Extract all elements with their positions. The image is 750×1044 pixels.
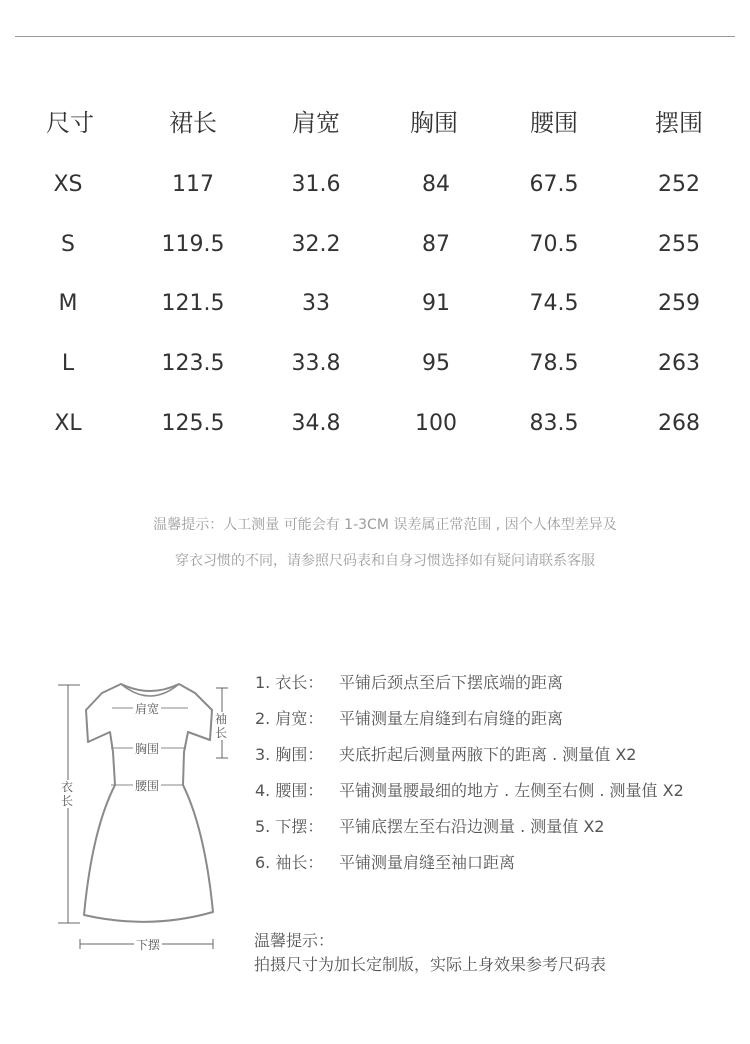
cell-shoulder: 32.2 xyxy=(291,232,341,257)
measurement-item xyxy=(255,816,605,838)
cell-length: 117 xyxy=(172,172,214,197)
cell-waist: 78.5 xyxy=(529,351,579,376)
measurement-desc: 平铺测量肩缝至袖口距离 xyxy=(339,853,516,872)
header-size: 尺寸 xyxy=(46,109,94,137)
measurement-number: 2. 肩宽： xyxy=(255,709,324,728)
table-row xyxy=(0,404,750,444)
tip-line-1: 温馨提示：人工测量 可能会有 1-3CM 误差属正常范围 , 因个人体型差异及 xyxy=(153,517,617,533)
measurement-item xyxy=(255,672,563,694)
cell-hem: 255 xyxy=(658,232,700,257)
measurement-number: 4. 腰围： xyxy=(255,781,324,800)
header-hem: 摆围 xyxy=(655,109,703,137)
cell-length: 125.5 xyxy=(161,411,225,436)
cell-size: XS xyxy=(53,172,83,197)
dress-outline-icon xyxy=(0,660,250,960)
cell-shoulder: 33.8 xyxy=(291,351,341,376)
table-row xyxy=(0,284,750,324)
cell-size: M xyxy=(58,291,78,316)
measurement-desc: 平铺后颈点至后下摆底端的距离 xyxy=(339,673,564,692)
measurement-number: 6. 袖长： xyxy=(255,853,324,872)
cell-shoulder: 33 xyxy=(302,291,330,316)
cell-waist: 70.5 xyxy=(529,232,579,257)
note-title: 温馨提示： xyxy=(254,931,335,950)
measurement-item xyxy=(255,744,637,766)
note-text: 拍摄尺寸为加长定制版，实际上身效果参考尺码表 xyxy=(254,955,607,974)
cell-shoulder: 34.8 xyxy=(291,411,341,436)
cell-size: XL xyxy=(54,411,82,436)
figure-label-chest: 胸围 xyxy=(135,742,160,756)
table-row xyxy=(0,225,750,265)
figure-label-length: 衣长 xyxy=(60,780,73,808)
measurement-desc: 夹底折起后测量两腋下的距离 . 测量值 X2 xyxy=(339,745,637,764)
table-header-row xyxy=(0,103,750,143)
header-length: 裙长 xyxy=(169,109,217,137)
cell-chest: 84 xyxy=(422,172,450,197)
measurement-item xyxy=(255,852,515,874)
cell-hem: 263 xyxy=(658,351,700,376)
figure-label-waist: 腰围 xyxy=(135,779,160,793)
cell-length: 119.5 xyxy=(161,232,225,257)
figure-label-sleeve: 袖长 xyxy=(214,712,227,740)
cell-chest: 100 xyxy=(415,411,457,436)
cell-size: L xyxy=(61,351,75,376)
top-divider xyxy=(15,36,735,37)
cell-hem: 259 xyxy=(658,291,700,316)
cell-length: 123.5 xyxy=(161,351,225,376)
cell-waist: 67.5 xyxy=(529,172,579,197)
measurement-desc: 平铺测量腰最细的地方 . 左侧至右侧 . 测量值 X2 xyxy=(339,781,684,800)
measurement-number: 3. 胸围： xyxy=(255,745,324,764)
cell-waist: 74.5 xyxy=(529,291,579,316)
dress-measurement-figure xyxy=(0,660,250,960)
cell-waist: 83.5 xyxy=(529,411,579,436)
cell-chest: 87 xyxy=(422,232,450,257)
cell-size: S xyxy=(61,232,75,257)
tip-line-2: 穿衣习惯的不同，请参照尺码表和自身习惯选择如有疑问请联系客服 xyxy=(175,553,595,569)
measurement-desc: 平铺测量左肩缝到右肩缝的距离 xyxy=(339,709,564,728)
cell-length: 121.5 xyxy=(161,291,225,316)
figure-label-shoulder: 肩宽 xyxy=(135,702,160,716)
cell-chest: 91 xyxy=(422,291,450,316)
measurement-number: 5. 下摆： xyxy=(255,817,324,836)
header-waist: 腰围 xyxy=(530,109,578,137)
measurement-item xyxy=(255,708,563,730)
cell-hem: 252 xyxy=(658,172,700,197)
header-chest: 胸围 xyxy=(410,109,458,137)
measurement-desc: 平铺底摆左至右沿边测量 . 测量值 X2 xyxy=(339,817,605,836)
cell-shoulder: 31.6 xyxy=(291,172,341,197)
measurement-number: 1. 衣长： xyxy=(255,673,324,692)
cell-chest: 95 xyxy=(422,351,450,376)
table-row xyxy=(0,344,750,384)
figure-label-hem: 下摆 xyxy=(136,938,161,952)
header-shoulder: 肩宽 xyxy=(292,109,340,137)
measurement-item xyxy=(255,780,684,802)
cell-hem: 268 xyxy=(658,411,700,436)
table-row xyxy=(0,165,750,205)
